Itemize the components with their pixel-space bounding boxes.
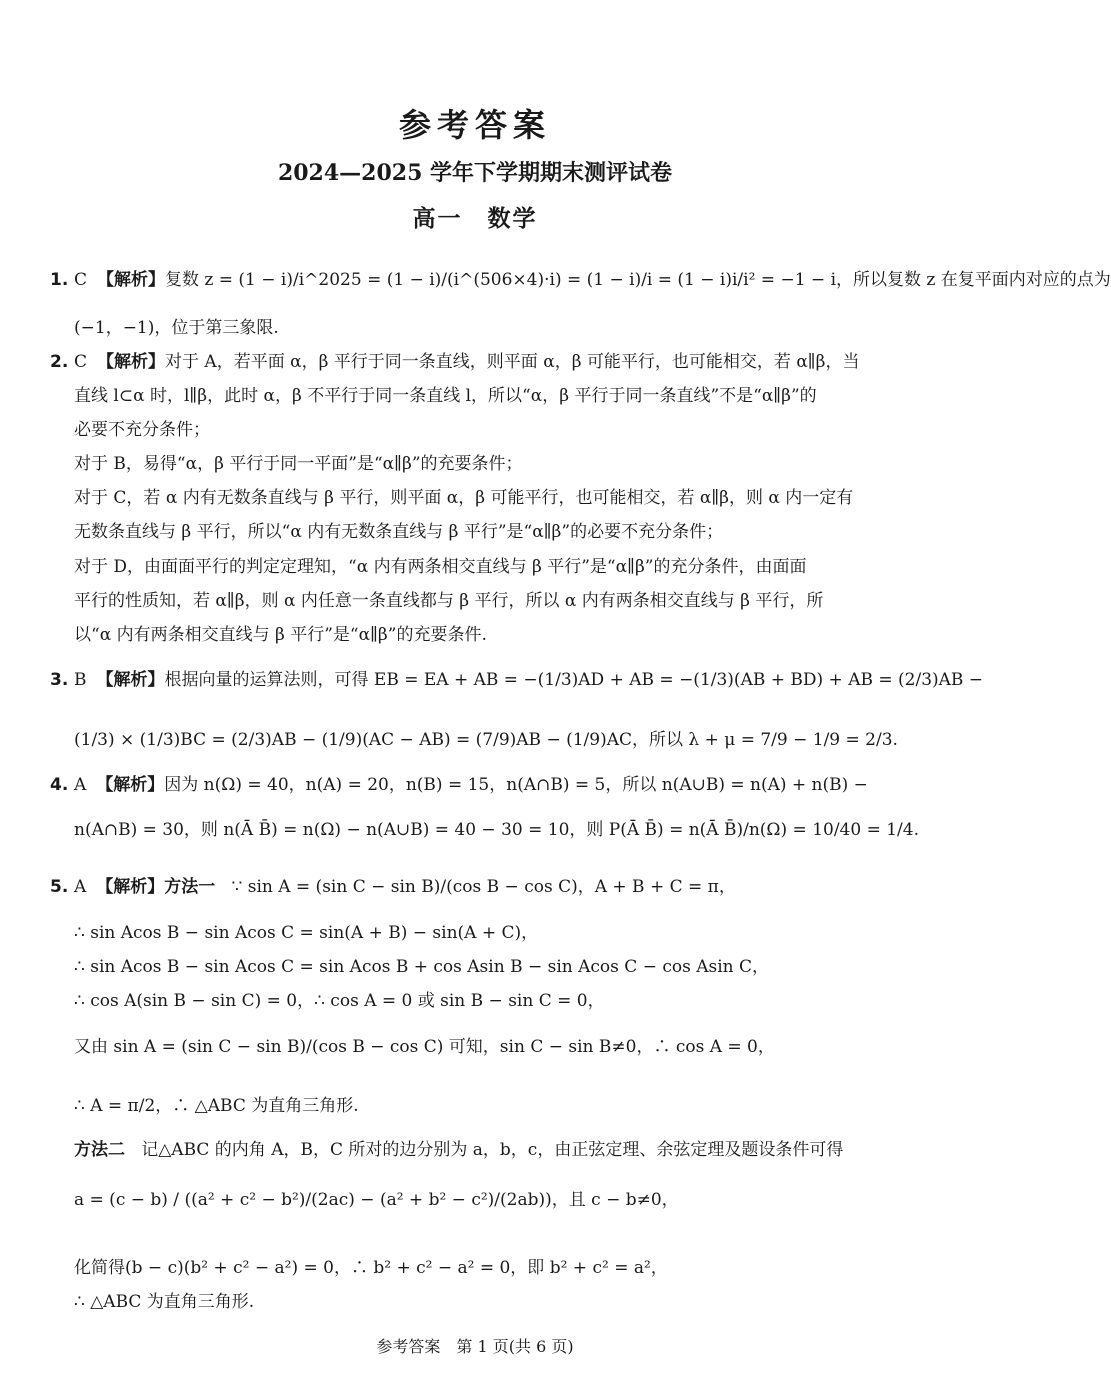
q2-line-7: 对于 D，由面面平行的判定定理知，“α 内有两条相交直线与 β 平行”是“α∥β”的充分条件，由面面 bbox=[74, 557, 807, 577]
q1-line-2: (−1，−1)，位于第三象限. bbox=[74, 318, 279, 338]
exam-subtitle: 2024—2025 学年下学期期末测评试卷 bbox=[277, 160, 673, 186]
q2-text: 对于 A，若平面 α，β 平行于同一条直线，则平面 α，β 可能平行，也可能相交，若 α∥β，当 bbox=[165, 352, 860, 372]
q5-line-4: ∴ cos A(sin B − sin C) = 0，∴ cos A = 0 或 sin B − sin C = 0， bbox=[74, 991, 605, 1011]
q4-line-2: n(A∩B) = 30，则 n(Ā B̄) = n(Ω) − n(A∪B) = 40 − 30 = 10，则 P(Ā B̄) = n(Ā B̄)/n(Ω) = 10/40 = 1/4. bbox=[74, 820, 920, 840]
q2-answer: C bbox=[74, 352, 88, 372]
q5-answer: A bbox=[74, 877, 87, 897]
q5-line-2: ∴ sin Acos B − sin Acos C = sin(A + B) − sin(A + C)， bbox=[74, 923, 539, 943]
q2-line-2: 直线 l⊂α 时，l∥β，此时 α，β 不平行于同一条直线 l，所以“α，β 平行于同一条直线”不是“α∥β”的 bbox=[74, 386, 817, 406]
q1-answer: C bbox=[74, 270, 88, 290]
q5-line-7 bbox=[74, 1138, 904, 1162]
q5-line-9: 化简得(b − c)(b² + c² − a²) = 0，∴ b² + c² − a² = 0，即 b² + c² = a²， bbox=[74, 1258, 668, 1278]
page-footer: 参考答案 第 1 页(共 6 页) bbox=[376, 1337, 574, 1356]
q2-line-6: 无数条直线与 β 平行，所以“α 内有无数条直线与 β 平行”是“α∥β”的必要不充分条件； bbox=[74, 522, 724, 542]
q4-line-1 bbox=[74, 773, 904, 797]
q2-line-1 bbox=[74, 350, 904, 374]
q1-text: 复数 z = (1 − i)/i^2025 = (1 − i)/(i^(506×4)·i) = (1 − i)/i = (1 − i)i/i² = −1 − i，所以复数 z 在复平面内对应的点为 bbox=[165, 270, 1111, 290]
analysis-tag: 【解析】 bbox=[97, 270, 166, 290]
q3-answer: B bbox=[74, 670, 87, 690]
q3-line-2: (1/3) × (1/3)BC = (2/3)AB − (1/9)(AC − AB) = (7/9)AB − (1/9)AC，所以 λ + μ = 7/9 − 1/9 = 2/3. bbox=[74, 730, 898, 750]
method-two-label: 方法二 bbox=[74, 1140, 125, 1160]
page-title: 参考答案 bbox=[398, 106, 551, 144]
q5-line-6: ∴ A = π/2，∴ △ABC 为直角三角形. bbox=[74, 1096, 359, 1116]
analysis-tag: 【解析】 bbox=[96, 670, 165, 690]
question-number: 2. bbox=[50, 352, 69, 372]
analysis-tag: 【解析】 bbox=[97, 352, 166, 372]
q3-text: 根据向量的运算法则，可得 EB = EA + AB = −(1/3)AD + AB = −(1/3)(AB + BD) + AB = (2/3)AB − bbox=[164, 670, 984, 690]
q5-text: 记△ABC 的内角 A，B，C 所对的边分别为 a，b，c，由正弦定理、余弦定理及题设条件可得 bbox=[141, 1140, 844, 1160]
q2-line-3: 必要不充分条件； bbox=[74, 420, 210, 440]
q5-line-5: 又由 sin A = (sin C − sin B)/(cos B − cos C) 可知，sin C − sin B≠0，∴ cos A = 0， bbox=[74, 1037, 775, 1057]
q2-line-4: 对于 B，易得“α，β 平行于同一平面”是“α∥β”的充要条件； bbox=[74, 454, 523, 474]
q2-line-5: 对于 C，若 α 内有无数条直线与 β 平行，则平面 α，β 可能平行，也可能相交，若 α∥β，则 α 内一定有 bbox=[74, 488, 854, 508]
q5-line-3: ∴ sin Acos B − sin Acos C = sin Acos B + cos Asin B − sin Acos C − cos Asin C， bbox=[74, 957, 770, 977]
method-one-label: 方法一 bbox=[164, 877, 216, 897]
question-number: 1. bbox=[50, 270, 69, 290]
q1-line-1 bbox=[74, 268, 1111, 292]
question-number: 3. bbox=[50, 670, 69, 690]
question-number: 4. bbox=[50, 775, 69, 795]
course-title: 高一 数学 bbox=[412, 205, 538, 232]
analysis-tag: 【解析】 bbox=[96, 877, 165, 897]
q4-text: 因为 n(Ω) = 40，n(A) = 20，n(B) = 15，n(A∩B) = 5，所以 n(A∪B) = n(A) + n(B) − bbox=[164, 775, 868, 795]
q5-line-8: a = (c − b) / ((a² + c² − b²)/(2ac) − (a² + b² − c²)/(2ab))，且 c − b≠0， bbox=[74, 1190, 679, 1210]
q2-line-8: 平行的性质知，若 α∥β，则 α 内任意一条直线都与 β 平行，所以 α 内有两条相交直线与 β 平行，所 bbox=[74, 591, 824, 611]
question-number: 5. bbox=[50, 877, 69, 897]
q5-text: ∵ sin A = (sin C − sin B)/(cos B − cos C)，A + B + C = π， bbox=[231, 877, 736, 897]
q5-line-10: ∴ △ABC 为直角三角形. bbox=[74, 1292, 255, 1312]
q3-line-1 bbox=[74, 668, 984, 692]
q4-answer: A bbox=[74, 775, 87, 795]
analysis-tag: 【解析】 bbox=[96, 775, 165, 795]
q5-line-1 bbox=[74, 875, 904, 899]
q2-line-9: 以“α 内有两条相交直线与 β 平行”是“α∥β”的充要条件. bbox=[74, 625, 487, 645]
